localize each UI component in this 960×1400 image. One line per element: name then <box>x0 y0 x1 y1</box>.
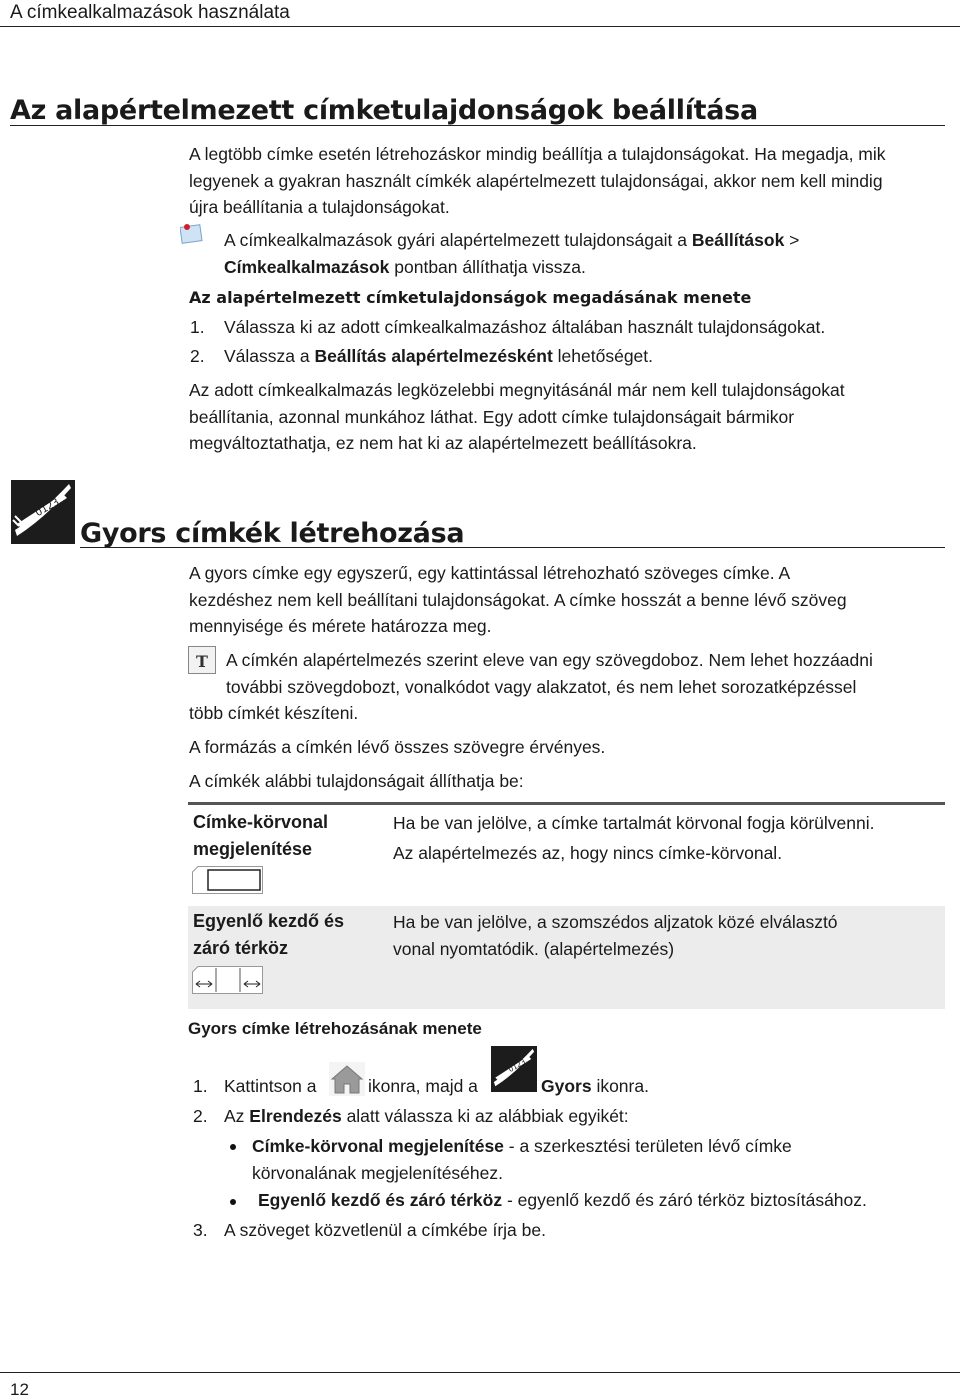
step-text: Válassza ki az adott címkealkalmazáshoz általában használt tulajdonságokat. <box>224 317 826 337</box>
page-number: 12 <box>10 1380 29 1399</box>
section-title-defaults: Az alapértelmezett címketulajdonságok beállítása <box>10 95 758 126</box>
step-number: 2. <box>193 1106 208 1126</box>
step-text: ikonra, majd a <box>368 1076 478 1096</box>
formatting-note: A formázás a címkén lévő összes szövegre érvényes. <box>189 737 606 757</box>
running-header: A címkealkalmazások használata <box>10 2 290 23</box>
step-number: 1. <box>193 1076 208 1096</box>
section-title-rule <box>10 125 945 126</box>
step-text: Gyors ikonra. <box>541 1076 649 1096</box>
section2-intro <box>189 560 949 640</box>
note-line: további szövegdobozt, vonalkódot vagy alakzatot, és nem lehet sorozatképzéssel <box>226 677 857 697</box>
note-reset-defaults: A címkealkalmazások gyári alapértelmezett tulajdonságait a Beállítások > Címkealkalmazások pontban állíthatja vissza. <box>224 230 800 277</box>
bullet-dot <box>230 1144 236 1150</box>
procedure-title: Az alapértelmezett címketulajdonságok megadásának menete <box>189 288 752 307</box>
text-box-icon <box>188 646 216 679</box>
step-text: A szöveget közvetlenül a címkébe írja be. <box>224 1220 546 1240</box>
table-row-name: Címke-körvonal megjelenítése <box>193 812 329 859</box>
bullet-dot <box>230 1199 236 1205</box>
step-text: Az Elrendezés alatt válassza ki az alábbiak egyikét: <box>224 1106 629 1126</box>
section1-outro <box>189 377 949 457</box>
table-row-name: Egyenlő kezdő és záró térköz <box>193 911 345 958</box>
intro-line: A gyors címke egy egyszerű, egy kattintással létrehozható szöveges címke. A <box>189 563 791 583</box>
step-number: 2. <box>190 346 205 366</box>
bullet-text: Címke-körvonal megjelenítése - a szerkesztési területen lévő címke körvonalának megjelenítéséhez. <box>252 1136 792 1183</box>
step-text: Válassza a Beállítás alapértelmezésként lehetőséget. <box>224 346 654 366</box>
properties-intro: A címkék alábbi tulajdonságait állíthatja be: <box>189 771 524 791</box>
section-title-quick-labels: Gyors címkék létrehozása <box>80 518 465 549</box>
outro-line: megváltoztathatja, ez nem hat ki az alapértelmezett beállításokra. <box>189 433 697 453</box>
note-line: A címkén alapértelmezés szerint eleve van egy szövegdoboz. Nem lehet hozzáadni <box>226 650 873 670</box>
step-number: 3. <box>193 1220 208 1240</box>
intro-line: A legtöbb címke esetén létrehozáskor mindig beállítja a tulajdonságokat. Ha megadja, mik <box>189 144 886 164</box>
outro-line: Az adott címkealkalmazás legközelebbi megnyitásánál már nem kell tulajdonságokat <box>189 380 845 400</box>
step-text: Kattintson a <box>224 1076 317 1096</box>
label-outline-icon <box>192 866 264 899</box>
header-rule <box>0 26 960 27</box>
quick-label-icon-text: 0123... <box>33 492 70 520</box>
table-top-rule <box>188 802 945 805</box>
text-box-icon-text: T <box>196 652 208 671</box>
equal-margins-icon <box>192 966 264 999</box>
section1-intro <box>189 141 949 221</box>
intro-line: mennyisége és mérete határozza meg. <box>189 616 492 636</box>
procedure-title: Gyors címke létrehozásának menete <box>188 1019 482 1038</box>
footer-rule <box>0 1372 960 1373</box>
step-number: 1. <box>190 317 205 337</box>
quick-label-icon-text: 0123... <box>506 1053 533 1074</box>
home-icon <box>329 1062 365 1101</box>
note-line: több címkét készíteni. <box>189 703 359 723</box>
quick-label-icon <box>11 480 75 549</box>
table-row-desc: Ha be van jelölve, a címke tartalmát körvonal fogja körülvenni. Az alapértelmezés az, hogy nincs címke-körvonal. <box>393 813 875 863</box>
bullet-text: Egyenlő kezdő és záró térköz - egyenlő kezdő és záró térköz biztosításához. <box>258 1190 867 1210</box>
outro-line: beállítania, azonnal munkához láthat. Egy adott címke tulajdonságait bármikor <box>189 406 795 427</box>
note-icon <box>180 222 204 249</box>
quick-label-icon <box>491 1046 537 1097</box>
intro-line: kezdéshez nem kell beállítani tulajdonságokat. A címke hosszát a benne lévő szöveg <box>189 589 847 610</box>
table-row-desc: Ha be van jelölve, a szomszédos aljzatok közé elválasztó vonal nyomtatódik. (alapértelmezés) <box>393 912 838 959</box>
intro-line: legyenek a gyakran használt címkék alapértelmezett tulajdonságai, akkor nem kell mindig <box>189 170 883 191</box>
section-title-rule <box>80 547 945 548</box>
intro-line: újra beállítania a tulajdonságokat. <box>189 197 450 217</box>
